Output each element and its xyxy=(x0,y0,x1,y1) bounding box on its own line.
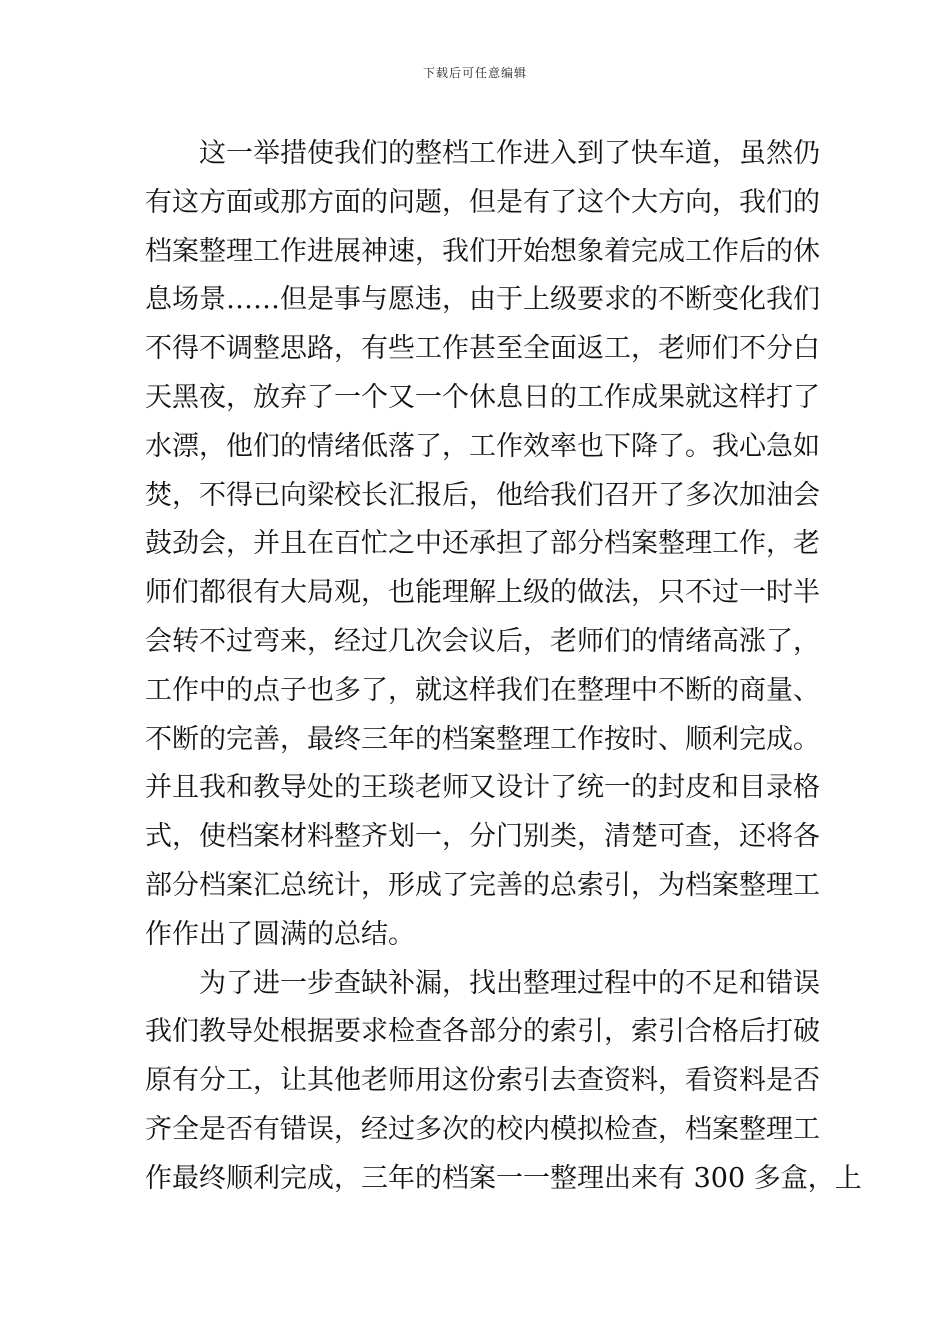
text-line: 这一举措使我们的整档工作进入到了快车道，虽然仍 xyxy=(145,138,820,169)
page-header: 下载后可任意编辑 xyxy=(422,66,527,80)
text-line: 不断的完善，最终三年的档案整理工作按时、顺利完成。 xyxy=(145,723,820,755)
text-line: 档案整理工作进展神速，我们开始想象着完成工作后的休 xyxy=(145,235,820,267)
text-line: 焚，不得已向梁校长汇报后，他给我们召开了多次加油会 xyxy=(145,479,820,511)
text-line: 作最终顺利完成，三年的档案一一整理出来有 300 多盒，上 xyxy=(145,1162,862,1194)
text-line: 并且我和教导处的王琰老师又设计了统一的封皮和目录格 xyxy=(145,772,820,804)
text-line: 部分档案汇总统计，形成了完善的总索引，为档案整理工 xyxy=(145,869,820,901)
text-line: 有这方面或那方面的问题，但是有了这个大方向，我们的 xyxy=(145,186,820,218)
text-line: 为了进一步查缺补漏，找出整理过程中的不足和错误 xyxy=(145,967,820,999)
text-line: 式，使档案材料整齐划一，分门别类，清楚可查，还将各 xyxy=(145,821,820,853)
text-line: 作作出了圆满的总结。 xyxy=(145,918,415,950)
paragraph-1 xyxy=(145,130,820,960)
text-line: 天黑夜，放弃了一个又一个休息日的工作成果就这样打了 xyxy=(145,381,820,413)
text-line: 不得不调整思路，有些工作甚至全面返工，老师们不分白 xyxy=(145,333,820,365)
body-text xyxy=(145,130,862,1204)
text-line: 水漂，他们的情绪低落了，工作效率也下降了。我心急如 xyxy=(145,430,820,462)
text-line: 息场景……但是事与愿违，由于上级要求的不断变化我们 xyxy=(145,284,820,316)
paragraph-2 xyxy=(145,960,862,1204)
text-line: 工作中的点子也多了，就这样我们在整理中不断的商量、 xyxy=(145,674,820,706)
text-line: 师们都很有大局观，也能理解上级的做法，只不过一时半 xyxy=(145,577,820,609)
text-line: 我们教导处根据要求检查各部分的索引，索引合格后打破 xyxy=(145,1016,820,1048)
text-line: 齐全是否有错误，经过多次的校内模拟检查，档案整理工 xyxy=(145,1113,820,1145)
text-line: 原有分工，让其他老师用这份索引去查资料，看资料是否 xyxy=(145,1065,820,1097)
text-line: 鼓劲会，并且在百忙之中还承担了部分档案整理工作，老 xyxy=(145,528,820,560)
text-line: 会转不过弯来，经过几次会议后，老师们的情绪高涨了， xyxy=(145,625,820,657)
